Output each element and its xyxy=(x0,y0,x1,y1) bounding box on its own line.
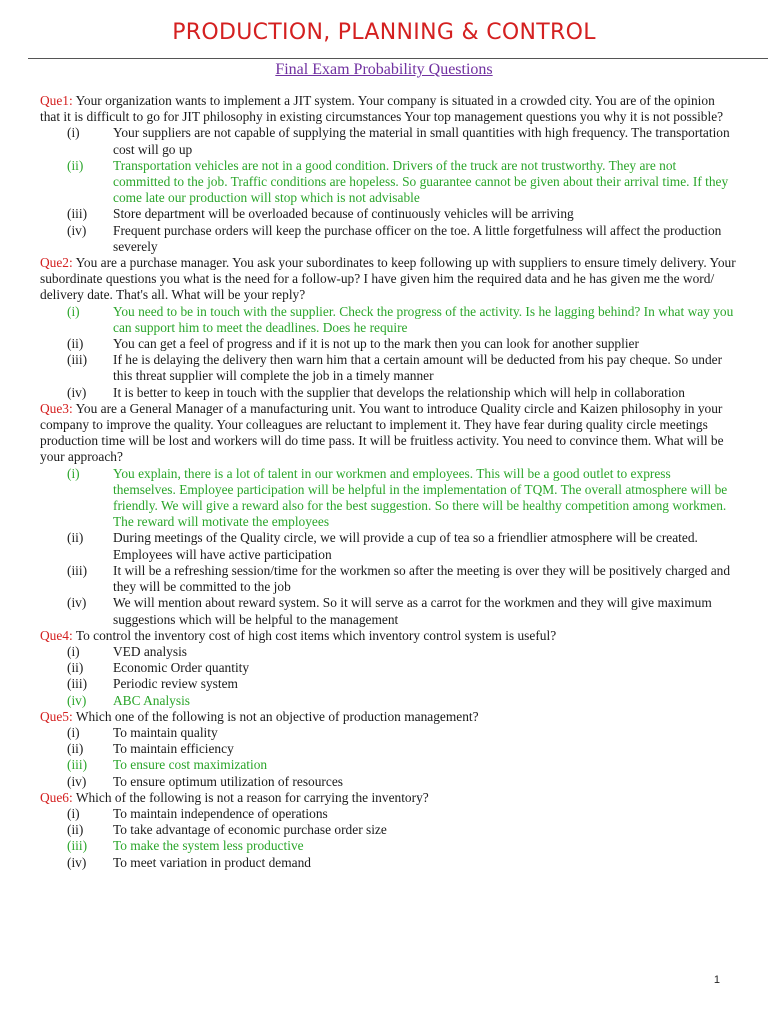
question-body: Which of the following is not a reason for carrying the inventory? xyxy=(72,789,429,805)
question-label: Que5: xyxy=(40,708,73,724)
question-body: You are a purchase manager. You ask your subordinates to keep following up with suppliers to ensure timely delivery. Your subordinate questions you what is the need for a follow-up? I have given him the required data and he has given me the word/ delivery date. That's all. What will be your reply? xyxy=(40,255,736,303)
answer-option xyxy=(40,385,736,401)
option-number: (iv) xyxy=(67,692,87,708)
page-header-title: PRODUCTION, PLANNING & CONTROL xyxy=(172,20,596,45)
question-label: Que4: xyxy=(40,627,73,643)
question-label: Que3: xyxy=(40,400,73,416)
option-text: You can get a feel of progress and if it is not up to the mark then you can look for another supplier xyxy=(113,336,639,352)
option-text: If he is delaying the delivery then warn him that a certain amount will be deducted from his pay cheque. So under this threat supplier will complete the job in a timely manner xyxy=(113,352,723,384)
question-text xyxy=(40,93,736,125)
option-text: To ensure cost maximization xyxy=(113,757,268,773)
document-subtitle: Final Exam Probability Questions xyxy=(275,61,493,78)
option-number: (i) xyxy=(67,303,80,319)
question-text xyxy=(40,790,736,806)
question-block xyxy=(40,401,736,628)
option-number: (iii) xyxy=(67,206,88,222)
question-label: Que2: xyxy=(40,255,73,271)
question-body: To control the inventory cost of high cost items which inventory control system is useful? xyxy=(72,627,557,643)
answer-option-correct xyxy=(40,838,736,854)
option-number: (iv) xyxy=(67,595,87,611)
option-number: (iv) xyxy=(67,773,87,789)
answer-option xyxy=(40,676,736,692)
option-text: To meet variation in product demand xyxy=(113,854,312,870)
option-number: (i) xyxy=(67,805,80,821)
option-text: To maintain independence of operations xyxy=(113,805,328,821)
answer-option xyxy=(40,336,736,352)
answer-option-correct xyxy=(40,757,736,773)
option-text: VED analysis xyxy=(113,643,188,659)
answer-option xyxy=(40,806,736,822)
answer-option xyxy=(40,644,736,660)
option-text: You need to be in touch with the supplier. Check the progress of the activity. Is he lagging behind? In what way you can support him to meet the deadlines. Does he require xyxy=(113,303,734,335)
option-text: To ensure optimum utilization of resources xyxy=(113,773,343,789)
option-number: (i) xyxy=(67,643,80,659)
answer-option-correct xyxy=(40,304,736,336)
option-text: Economic Order quantity xyxy=(113,660,250,676)
option-number: (i) xyxy=(67,125,80,141)
question-label: Que6: xyxy=(40,789,73,805)
option-number: (i) xyxy=(67,724,80,740)
option-number: (i) xyxy=(67,465,80,481)
answer-option xyxy=(40,563,736,595)
answer-option xyxy=(40,595,736,627)
option-number: (ii) xyxy=(67,157,84,173)
option-text: During meetings of the Quality circle, we will provide a cup of tea so a friendlier atmosphere will be created. Employees will have active participation xyxy=(113,530,698,562)
option-number: (iii) xyxy=(67,838,88,854)
option-text: It will be a refreshing session/time for the workmen so after the meeting is over they will be positively charged and they will be committed to the job xyxy=(113,562,731,595)
answer-option xyxy=(40,660,736,676)
option-text: Your suppliers are not capable of supplying the material in small quantities with high frequency. The transportation cost will go up xyxy=(113,125,730,157)
option-text: We will mention about reward system. So it will serve as a carrot for the workmen and they will give maximum suggestions which will be helpful to the management xyxy=(113,595,712,627)
answer-option xyxy=(40,223,736,255)
option-number: (iv) xyxy=(67,854,87,870)
option-number: (ii) xyxy=(67,530,84,546)
answer-option xyxy=(40,822,736,838)
option-text: ABC Analysis xyxy=(113,692,191,708)
question-body: You are a General Manager of a manufacturing unit. You want to introduce Quality circle and Kaizen philosophy in your company to improve the quality. Your colleagues are reluctant to implement it. They have fear during quality circle meetings production time will be lost and workers will do time pass. It will be fruitless activity. You need to convince them. What will be your approach? xyxy=(40,400,724,465)
question-text xyxy=(40,255,736,304)
option-text: Transportation vehicles are not in a good condition. Drivers of the truck are not trustworthy. They are not committed to the job. Traffic conditions are hopeless. So guarantee cannot be given about their arrival time. If they come late our production will stop which is not advisable xyxy=(113,157,729,206)
answer-option xyxy=(40,352,736,384)
question-text xyxy=(40,709,736,725)
answer-option xyxy=(40,125,736,157)
answer-option-correct xyxy=(40,466,736,531)
question-text xyxy=(40,401,736,466)
answer-option xyxy=(40,774,736,790)
option-number: (ii) xyxy=(67,336,84,352)
question-list xyxy=(40,93,736,871)
header-divider xyxy=(28,58,768,59)
question-body: Your organization wants to implement a JIT system. Your company is situated in a crowded city. You are of the opinion that it is difficult to go for JIT philosophy in existing circumstances Your top management questions you why it is not possible? xyxy=(40,93,724,125)
option-text: Store department will be overloaded because of continuously vehicles will be arriving xyxy=(113,206,574,222)
question-body: Which one of the following is not an objective of production management? xyxy=(72,708,479,724)
answer-option-correct xyxy=(40,158,736,207)
option-number: (ii) xyxy=(67,660,84,676)
question-block xyxy=(40,709,736,790)
question-block xyxy=(40,93,736,255)
option-number: (iv) xyxy=(67,384,87,400)
option-number: (ii) xyxy=(67,741,84,757)
answer-option xyxy=(40,530,736,562)
question-label: Que1: xyxy=(40,93,73,108)
answer-option xyxy=(40,741,736,757)
option-number: (iii) xyxy=(67,757,88,773)
option-text: To make the system less productive xyxy=(113,838,304,854)
option-number: (iii) xyxy=(67,676,88,692)
question-block xyxy=(40,255,736,401)
question-block xyxy=(40,790,736,871)
answer-option-correct xyxy=(40,693,736,709)
answer-option xyxy=(40,206,736,222)
option-text: To maintain quality xyxy=(113,724,218,740)
option-number: (iii) xyxy=(67,352,88,368)
answer-option xyxy=(40,725,736,741)
question-block xyxy=(40,628,736,709)
option-text: Periodic review system xyxy=(113,676,238,692)
option-text: It is better to keep in touch with the supplier that develops the relationship which will help in collaboration xyxy=(113,384,685,400)
question-text xyxy=(40,628,736,644)
answer-option xyxy=(40,855,736,871)
option-text: To maintain efficiency xyxy=(113,741,234,757)
option-text: Frequent purchase orders will keep the purchase officer on the toe. A little forgetfulness will affect the production severely xyxy=(113,222,722,254)
page-number: 1 xyxy=(713,974,720,986)
option-number: (ii) xyxy=(67,822,84,838)
option-text: You explain, there is a lot of talent in our workmen and employees. This will be a good outlet to express themselves. Employee participation will be helpful in the implementation of TQM. The overall atmosphere will be friendly. We will give a reward also for the best suggestion. So there will be healthy competition among workmen. The reward will motivate the employees xyxy=(113,465,728,530)
option-number: (iv) xyxy=(67,222,87,238)
option-number: (iii) xyxy=(67,562,88,578)
option-text: To take advantage of economic purchase order size xyxy=(113,822,387,838)
